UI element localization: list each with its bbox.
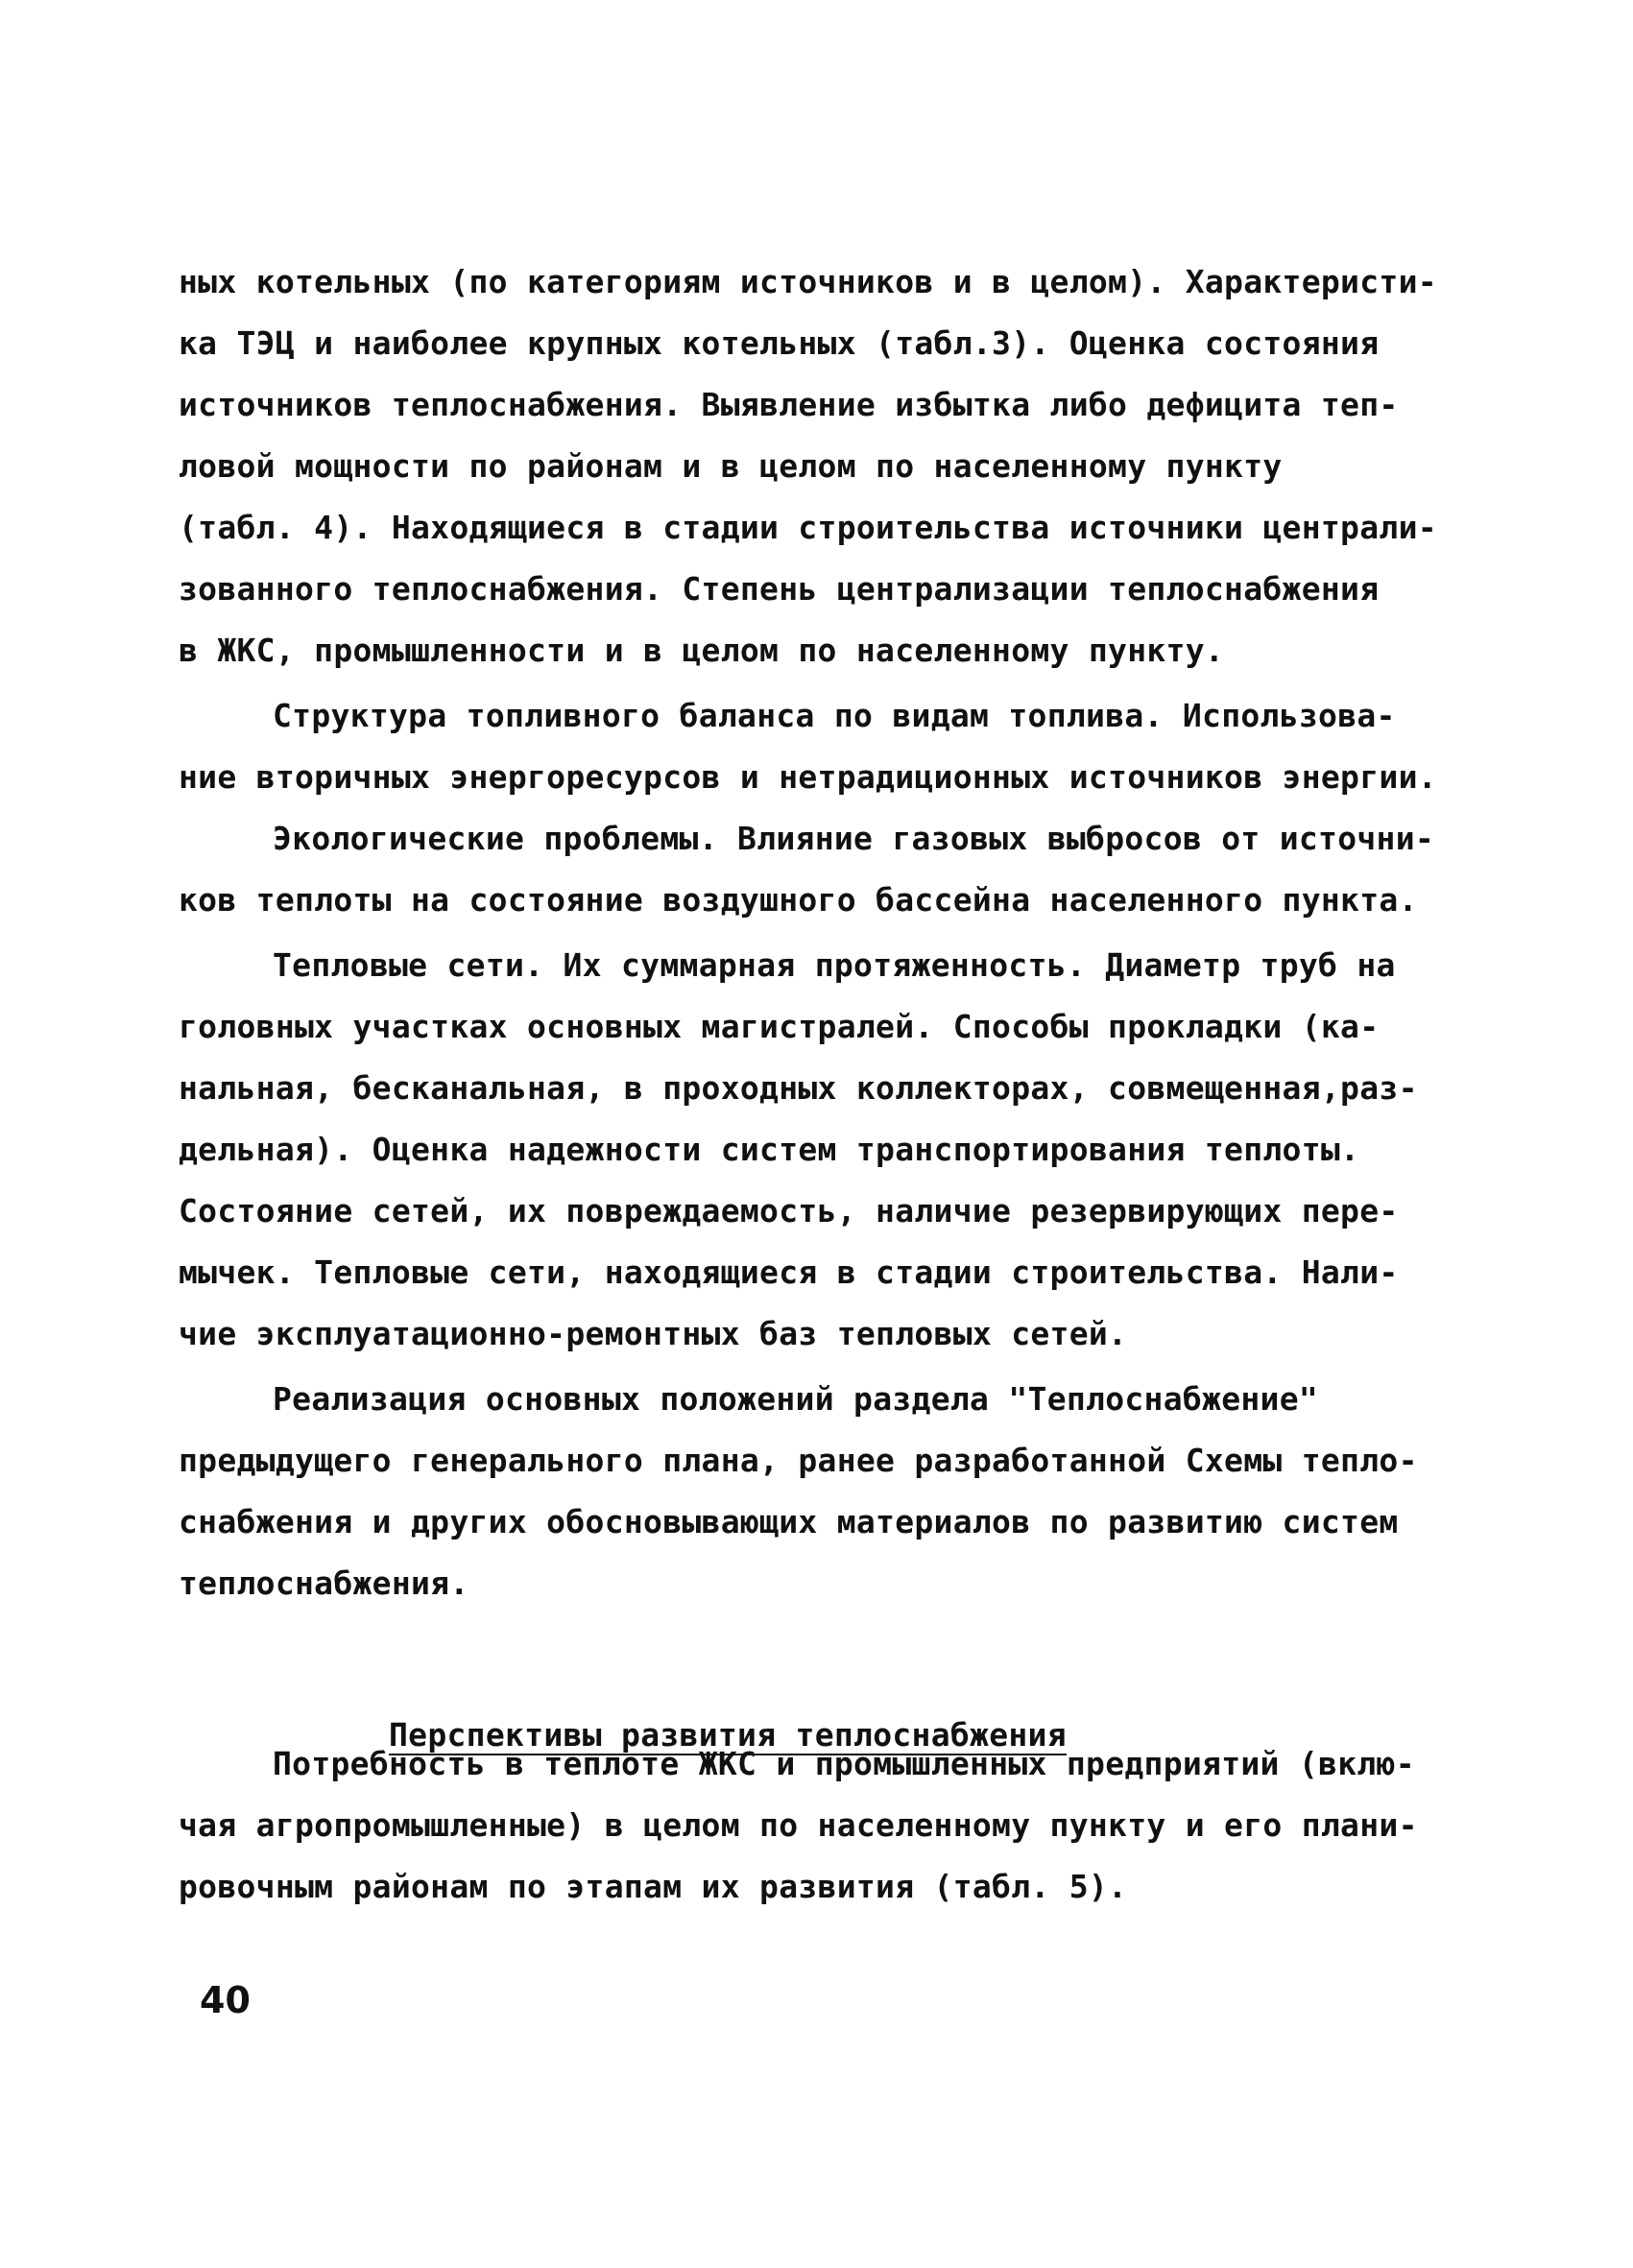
- text-line: теплоснабжения.: [179, 1564, 469, 1602]
- text-line: зованного теплоснабжения. Степень централизации теплоснабжения: [179, 570, 1380, 608]
- page-number: 40: [200, 1979, 251, 2021]
- text-line: чая агропромышленные) в целом по населенному пункту и его плани-: [179, 1806, 1418, 1844]
- text-line: (табл. 4). Находящиеся в стадии строительства источники централи-: [179, 509, 1437, 546]
- text-line: ных котельных (по категориям источников и в целом). Характеристи-: [179, 263, 1437, 300]
- text-line: ние вторичных энергоресурсов и нетрадиционных источников энергии.: [179, 758, 1437, 796]
- section-heading: [179, 1643, 1465, 1754]
- paragraph-heat-demand: [179, 1733, 1465, 1918]
- text-line: снабжения и других обосновывающих материалов по развитию систем: [179, 1503, 1399, 1540]
- text-line: мычек. Тепловые сети, находящиеся в стадии строительства. Нали-: [179, 1253, 1399, 1291]
- text-line: Реализация основных положений раздела "Теплоснабжение": [273, 1380, 1319, 1418]
- text-line: ков теплоты на состояние воздушного бассейна населенного пункта.: [179, 881, 1418, 919]
- paragraph-heat-networks: [179, 935, 1465, 1365]
- text-line: источников теплоснабжения. Выявление избытка либо дефицита теп-: [179, 386, 1399, 423]
- text-line: Состояние сетей, их повреждаемость, наличие резервирующих пере-: [179, 1192, 1399, 1229]
- text-line: ровочным районам по этапам их развития (табл. 5).: [179, 1868, 1128, 1905]
- text-line: предыдущего генерального плана, ранее разработанной Схемы тепло-: [179, 1442, 1418, 1479]
- text-line: ловой мощности по районам и в целом по населенному пункту: [179, 447, 1283, 485]
- paragraph-fuel-balance: [179, 685, 1465, 808]
- text-line: чие эксплуатационно-ремонтных баз тепловых сетей.: [179, 1315, 1128, 1352]
- section-heading-text: Перспективы развития теплоснабжения: [389, 1716, 1067, 1754]
- text-line: Тепловые сети. Их суммарная протяженность. Диаметр труб на: [273, 946, 1396, 984]
- text-line: головных участках основных магистралей. Способы прокладки (ка-: [179, 1008, 1380, 1045]
- text-line: Потребность в теплоте ЖКС и промышленных предприятий (вклю-: [273, 1745, 1415, 1782]
- text-line: Экологические проблемы. Влияние газовых выбросов от источни-: [273, 820, 1435, 857]
- text-line: нальная, бесканальная, в проходных коллекторах, совмещенная,раз-: [179, 1069, 1418, 1107]
- paragraph-heat-sources: [179, 251, 1465, 681]
- body-text: [179, 251, 1465, 1918]
- paragraph-ecology: [179, 808, 1465, 931]
- text-line: Структура топливного баланса по видам топлива. Использова-: [273, 697, 1396, 734]
- paragraph-previous-plan: [179, 1369, 1465, 1614]
- text-line: дельная). Оценка надежности систем транспортирования теплоты.: [179, 1131, 1360, 1168]
- text-line: в ЖКС, промышленности и в целом по населенному пункту.: [179, 632, 1225, 669]
- text-line: ка ТЭЦ и наиболее крупных котельных (табл.3). Оценка состояния: [179, 324, 1380, 362]
